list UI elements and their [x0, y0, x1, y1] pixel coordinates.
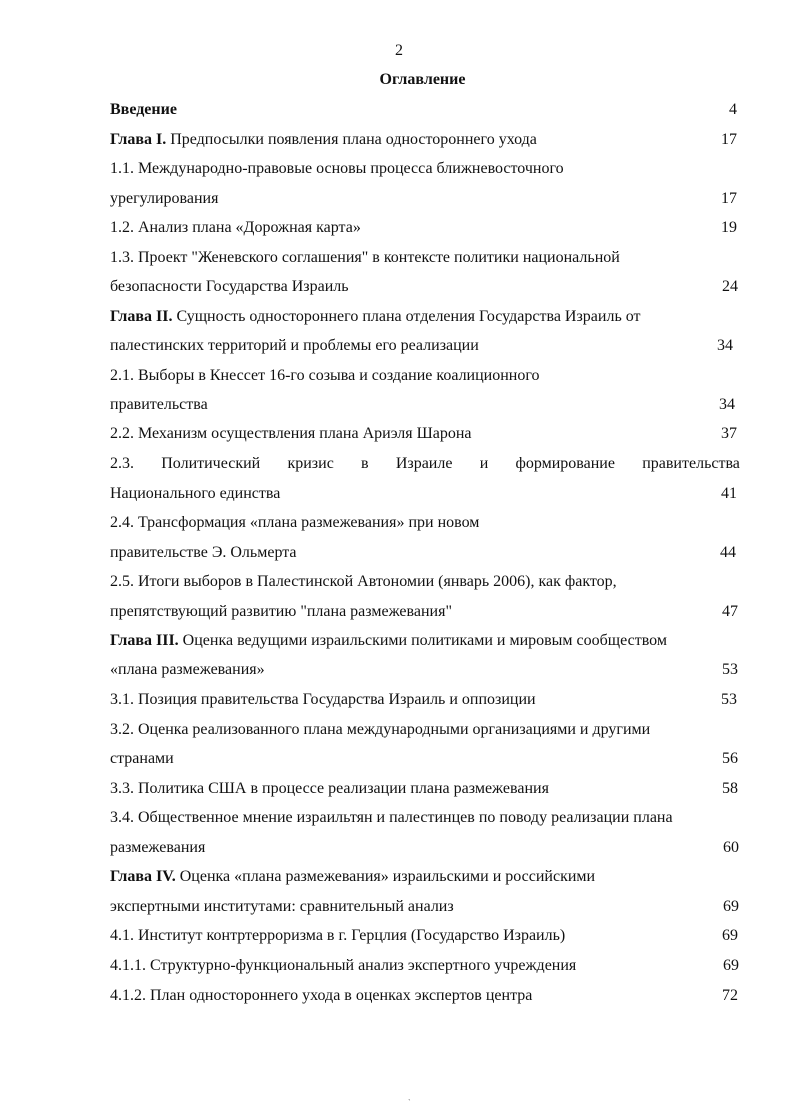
toc-word: кризис	[287, 455, 334, 472]
toc-entry-text: 4.1. Институт контртерроризма в г. Герцлия (Государство Израиль)	[110, 927, 566, 944]
toc-entry-line	[110, 218, 361, 238]
toc-entry-line	[110, 248, 620, 268]
toc-entry-line	[110, 307, 641, 327]
toc-entry-line	[110, 631, 667, 651]
toc-entry-text: 1.2. Анализ плана «Дорожная карта»	[110, 219, 361, 236]
toc-entry-line	[110, 395, 208, 415]
toc-page-number: 58	[722, 780, 738, 797]
toc-entry-line	[110, 660, 265, 680]
toc-page-number: 60	[723, 839, 739, 856]
toc-word: и	[479, 455, 489, 472]
toc-word: 2.3.	[110, 455, 134, 472]
toc-entry-text: 2.5. Итоги выборов в Палестинской Автономии (январь 2006), как фактор,	[110, 573, 617, 590]
toc-entry-text: препятствующий развитию "плана размежевания"	[110, 603, 452, 620]
toc-page-number: 53	[721, 691, 737, 708]
page-number: 2	[395, 42, 403, 59]
toc-entry-text: Оценка «плана размежевания» израильскими и российскими	[175, 868, 596, 885]
toc-entry-line	[110, 454, 740, 474]
toc-entry-text: «плана размежевания»	[110, 661, 265, 678]
toc-entry-text: странами	[110, 750, 174, 767]
toc-page-number: 24	[722, 278, 738, 295]
chapter-label: Введение	[110, 101, 177, 118]
toc-entry-line	[110, 543, 297, 563]
toc-page-number: 47	[722, 603, 738, 620]
toc-page-number: 37	[721, 425, 737, 442]
toc-entry-text: правительства	[110, 396, 208, 413]
toc-entry-text: 2.4. Трансформация «плана размежевания» при новом	[110, 514, 480, 531]
toc-word: формирование	[515, 455, 615, 472]
toc-entry-text: 3.2. Оценка реализованного плана международными организациями и другими	[110, 721, 651, 738]
toc-entry-line	[110, 572, 617, 592]
toc-entry-text: Сущность одностороннего плана отделения Государства Израиль от	[172, 308, 641, 325]
toc-word: правительства	[642, 455, 740, 472]
toc-word: в	[361, 455, 369, 472]
toc-entry-line	[110, 720, 650, 740]
toc-entry-text: 3.3. Политика США в процессе реализации плана размежевания	[110, 780, 549, 797]
toc-page-number: 53	[722, 661, 738, 678]
toc-entry-text: Предпосылки появления плана одностороннего ухода	[166, 131, 537, 148]
toc-entry-line	[110, 366, 540, 386]
scan-mark: `	[408, 1098, 411, 1107]
toc-entry-line	[110, 513, 479, 533]
toc-page-number: 69	[723, 957, 739, 974]
toc-entry-line	[110, 808, 673, 828]
chapter-label: Глава IV.	[110, 868, 176, 885]
toc-page-number: 4	[729, 101, 737, 118]
toc-word: Израиле	[395, 455, 453, 472]
chapter-label: Глава II.	[110, 308, 173, 325]
toc-entry-line	[110, 602, 452, 622]
toc-page-number: 69	[722, 927, 738, 944]
toc-page-number: 34	[719, 396, 735, 413]
toc-page-number: 19	[721, 219, 737, 236]
toc-entry-text: 1.1. Международно-правовые основы процесса ближневосточного	[110, 160, 564, 177]
toc-entry-line	[110, 336, 479, 356]
toc-entry-text: 2.2. Механизм осуществления плана Ариэля Шарона	[110, 425, 472, 442]
toc-entry-text: правительстве Э. Ольмерта	[110, 544, 297, 561]
toc-entry-line	[110, 159, 564, 179]
toc-page-number: 34	[717, 337, 733, 354]
toc-entry-text: 3.1. Позиция правительства Государства Израиль и оппозиции	[110, 691, 536, 708]
toc-page-number: 72	[722, 987, 738, 1004]
toc-entry-text: 4.1.1. Структурно-функциональный анализ экспертного учреждения	[110, 957, 577, 974]
toc-page-number: 17	[721, 190, 737, 207]
toc-entry-line	[110, 867, 595, 887]
toc-page-number: 69	[723, 898, 739, 915]
chapter-label: Глава I.	[110, 131, 167, 148]
toc-entry-text: урегулирования	[110, 190, 219, 207]
toc-entry-text: Оценка ведущими израильскими политиками и мировым сообществом	[178, 632, 667, 649]
toc-entry-line	[110, 424, 472, 444]
toc-entry-line	[110, 130, 537, 150]
toc-page-number: 17	[721, 131, 737, 148]
toc-entry-line	[110, 926, 565, 946]
toc-entry-text: 1.3. Проект "Женевского соглашения" в контексте политики национальной	[110, 249, 620, 266]
toc-entry-line	[110, 779, 549, 799]
toc-entry-text: 4.1.2. План одностороннего ухода в оценках экспертов центра	[110, 987, 533, 1004]
toc-entry-line	[110, 277, 349, 297]
toc-entry-text: экспертными институтами: сравнительный анализ	[110, 898, 454, 915]
toc-page-number: 44	[720, 544, 736, 561]
toc-entry-line	[110, 484, 280, 504]
toc-entry-line	[110, 189, 218, 209]
toc-entry-text: 3.4. Общественное мнение израильтян и палестинцев по поводу реализации плана	[110, 809, 673, 826]
toc-page-number: 41	[721, 485, 737, 502]
toc-word: Политический	[161, 455, 261, 472]
toc-entry-line	[110, 986, 532, 1006]
toc-entry-line	[110, 690, 536, 710]
toc-entry-line	[110, 100, 177, 120]
toc-entry-text: безопасности Государства Израиль	[110, 278, 349, 295]
toc-entry-text: 2.1. Выборы в Кнессет 16-го созыва и создание коалиционного	[110, 367, 540, 384]
toc-entry-text: Национального единства	[110, 485, 281, 502]
toc-title: Оглавление	[379, 71, 466, 88]
toc-entry-line	[110, 749, 174, 769]
chapter-label: Глава III.	[110, 632, 179, 649]
toc-entry-line	[110, 956, 576, 976]
toc-entry-line	[110, 838, 205, 858]
toc-entry-line	[110, 897, 454, 917]
toc-entry-text: размежевания	[110, 839, 206, 856]
toc-entry-text: палестинских территорий и проблемы его реализации	[110, 337, 479, 354]
toc-page-number: 56	[722, 750, 738, 767]
